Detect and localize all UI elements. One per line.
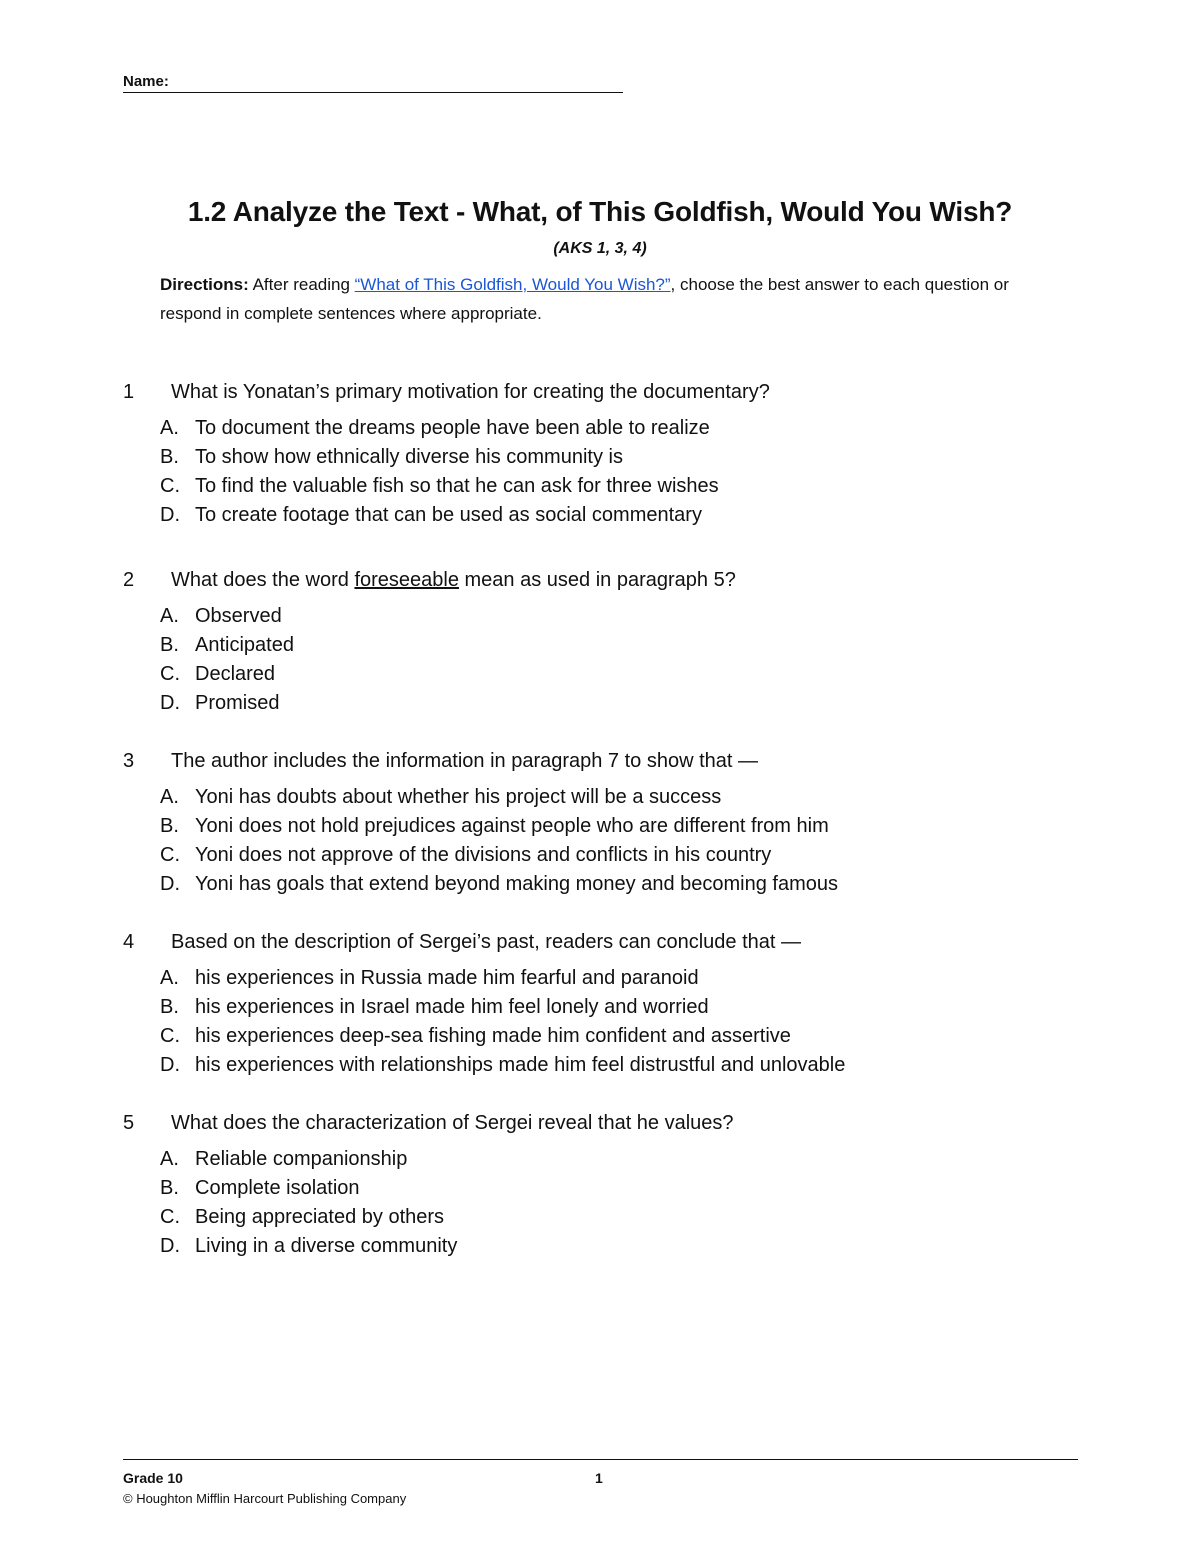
option-letter: B. [160, 996, 179, 1018]
footer-divider [123, 1459, 1078, 1460]
name-label: Name: [123, 73, 169, 90]
option-text: his experiences in Israel made him feel lonely and worried [195, 996, 709, 1018]
option-text: Yoni has doubts about whether his project will be a success [195, 786, 722, 808]
question-text-before: What does the word [171, 569, 355, 591]
option-text: Complete isolation [195, 1177, 360, 1199]
option-text: Anticipated [195, 634, 294, 656]
vocabulary-word: foreseeable [354, 569, 459, 591]
option-text: Declared [195, 663, 276, 685]
option-text: his experiences in Russia made him fearful and paranoid [195, 967, 699, 989]
option-text: Yoni has goals that extend beyond making money and becoming famous [195, 873, 839, 895]
option-text: Living in a diverse community [195, 1235, 458, 1257]
option-text: Promised [195, 692, 280, 714]
option-letter: A. [160, 1148, 179, 1170]
directions [160, 270, 1060, 328]
option-letter: B. [160, 1177, 179, 1199]
copyright: © Houghton Mifflin Harcourt Publishing Company [123, 1491, 407, 1506]
option-text: Yoni does not hold prejudices against people who are different from him [195, 815, 829, 837]
option-text: To create footage that can be used as social commentary [195, 504, 702, 526]
option-text: To show how ethnically diverse his community is [195, 446, 623, 468]
question-number: 2 [123, 569, 135, 591]
story-link[interactable]: “What of This Goldfish, Would You Wish?” [354, 275, 671, 294]
question-text: The author includes the information in paragraph 7 to show that — [171, 750, 759, 772]
option-letter: A. [160, 605, 179, 627]
question-text [171, 566, 736, 594]
option-letter: D. [160, 504, 180, 526]
option-text: To find the valuable fish so that he can ask for three wishes [195, 475, 719, 497]
question-number: 4 [123, 931, 135, 953]
question-text: What does the characterization of Sergei reveal that he values? [171, 1112, 734, 1134]
directions-text-after: , choose the best answer to each question or respond in complete sentences where appropriate. [160, 275, 1009, 323]
question-text: What is Yonatan’s primary motivation for creating the documentary? [171, 381, 770, 403]
directions-label: Directions: [160, 275, 249, 294]
option-letter: D. [160, 1235, 180, 1257]
aks-standards: (AKS 1, 3, 4) [553, 240, 647, 257]
option-letter: C. [160, 844, 180, 866]
option-letter: A. [160, 417, 179, 439]
option-letter: C. [160, 475, 180, 497]
option-text: his experiences deep-sea fishing made him confident and assertive [195, 1025, 791, 1047]
option-letter: A. [160, 786, 179, 808]
page-number: 1 [595, 1470, 603, 1486]
question-number: 1 [123, 381, 135, 403]
option-letter: B. [160, 446, 179, 468]
option-letter: B. [160, 815, 179, 837]
footer-grade: Grade 10 [123, 1470, 183, 1486]
option-text: Yoni does not approve of the divisions and conflicts in his country [195, 844, 772, 866]
option-text: Reliable companionship [195, 1148, 408, 1170]
option-letter: D. [160, 873, 180, 895]
option-letter: B. [160, 634, 179, 656]
option-text: To document the dreams people have been able to realize [195, 417, 710, 439]
option-text: Observed [195, 605, 282, 627]
option-letter: A. [160, 967, 179, 989]
question-text: Based on the description of Sergei’s past, readers can conclude that — [171, 931, 802, 953]
option-letter: C. [160, 663, 180, 685]
question-number: 3 [123, 750, 135, 772]
question-number: 5 [123, 1112, 135, 1134]
name-field[interactable] [123, 73, 623, 93]
option-letter: C. [160, 1025, 180, 1047]
option-letter: C. [160, 1206, 180, 1228]
option-letter: D. [160, 692, 180, 714]
directions-text-before: After reading [248, 275, 355, 294]
page-title: 1.2 Analyze the Text - What, of This Goldfish, Would You Wish? [187, 196, 1013, 227]
option-text: Being appreciated by others [195, 1206, 445, 1228]
option-letter: D. [160, 1054, 180, 1076]
option-text: his experiences with relationships made him feel distrustful and unlovable [195, 1054, 846, 1076]
question-text-after: mean as used in paragraph 5? [458, 569, 736, 591]
